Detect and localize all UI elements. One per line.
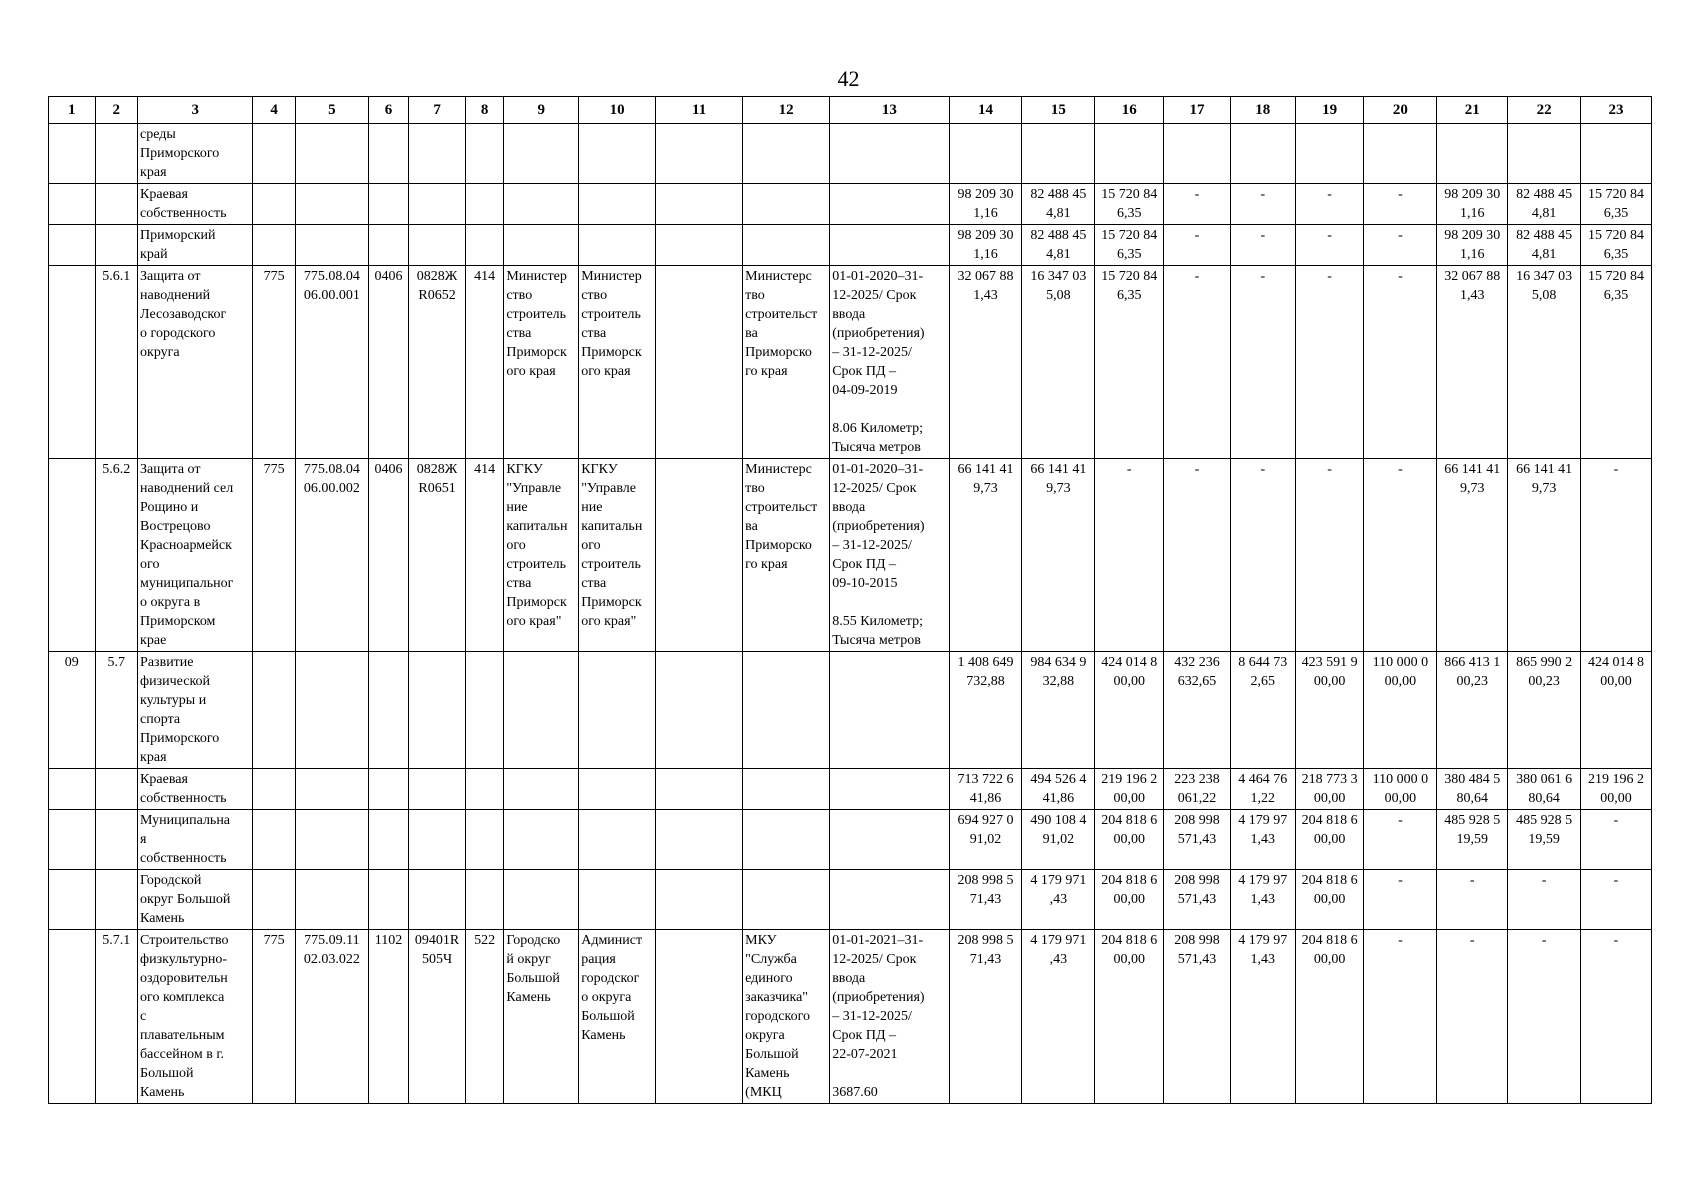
table-cell-col-5 [295, 810, 368, 870]
table-cell-col-14: 208 998 5 71,43 [949, 870, 1022, 930]
table-cell-col-5 [295, 225, 368, 266]
table-cell-col-19: 218 773 3 00,00 [1295, 769, 1364, 810]
table-cell-col-9: КГКУ "Управле ние капитальн ого строитель ства Приморск ого края" [504, 459, 579, 652]
table-cell-col-19: 204 818 6 00,00 [1295, 870, 1364, 930]
table-cell-col-13 [830, 225, 949, 266]
table-cell-col-10 [579, 225, 656, 266]
table-cell-col-2: 5.7 [95, 652, 138, 769]
table-cell-col-9 [504, 870, 579, 930]
table-cell-col-6 [368, 225, 408, 266]
table-cell-col-10 [579, 124, 656, 184]
table-cell-col-13 [830, 652, 949, 769]
table-cell-col-14: 208 998 5 71,43 [949, 930, 1022, 1104]
table-cell-col-14: 66 141 41 9,73 [949, 459, 1022, 652]
table-cell-col-8 [465, 124, 503, 184]
table-cell-col-14: 1 408 649 732,88 [949, 652, 1022, 769]
table-cell-col-6: 0406 [368, 459, 408, 652]
table-cell-col-16: 15 720 84 6,35 [1095, 225, 1164, 266]
table-cell-col-21: 98 209 30 1,16 [1437, 225, 1508, 266]
table-cell-col-6 [368, 184, 408, 225]
column-header-5: 5 [295, 97, 368, 124]
table-cell-col-19: 204 818 6 00,00 [1295, 930, 1364, 1104]
table-cell-col-4: 775 [253, 930, 296, 1104]
table-cell-col-21 [1437, 124, 1508, 184]
table-cell-col-3: Защита от наводнений Лесозаводског о городского округа [138, 266, 253, 459]
table-cell-col-2: 5.6.2 [95, 459, 138, 652]
table-cell-col-12 [743, 124, 830, 184]
table-cell-col-14: 98 209 30 1,16 [949, 184, 1022, 225]
table-cell-col-17: 432 236 632,65 [1164, 652, 1231, 769]
table-cell-col-17: - [1164, 459, 1231, 652]
table-cell-col-3: Муниципальна я собственность [138, 810, 253, 870]
table-cell-col-8 [465, 652, 503, 769]
table-cell-col-15: 82 488 45 4,81 [1022, 225, 1095, 266]
table-cell-col-19: 423 591 9 00,00 [1295, 652, 1364, 769]
table-cell-col-6: 0406 [368, 266, 408, 459]
table-row [49, 124, 1652, 184]
table-cell-col-22: - [1508, 870, 1581, 930]
table-cell-col-21: 66 141 41 9,73 [1437, 459, 1508, 652]
table-cell-col-6 [368, 124, 408, 184]
table-cell-col-11 [656, 870, 743, 930]
table-cell-col-19: 204 818 6 00,00 [1295, 810, 1364, 870]
table-cell-col-17: - [1164, 266, 1231, 459]
table-cell-col-10: Министер ство строитель ства Приморск ого края [579, 266, 656, 459]
column-header-1: 1 [49, 97, 96, 124]
table-cell-col-3: Развитие физической культуры и спорта Приморского края [138, 652, 253, 769]
table-cell-col-21: 866 413 1 00,23 [1437, 652, 1508, 769]
table-cell-col-21: - [1437, 930, 1508, 1104]
table-cell-col-4 [253, 769, 296, 810]
table-cell-col-22: - [1508, 930, 1581, 1104]
table-cell-col-4: 775 [253, 266, 296, 459]
table-cell-col-11 [656, 266, 743, 459]
table-cell-col-20: 110 000 0 00,00 [1364, 652, 1437, 769]
table-cell-col-16: 219 196 2 00,00 [1095, 769, 1164, 810]
table-cell-col-20: 110 000 0 00,00 [1364, 769, 1437, 810]
table-cell-col-15 [1022, 124, 1095, 184]
table-cell-col-3: Приморский край [138, 225, 253, 266]
table-cell-col-17: - [1164, 184, 1231, 225]
table-cell-col-7 [409, 810, 466, 870]
budget-table [48, 96, 1652, 1104]
table-cell-col-10: Админист рация городског о округа Большой Камень [579, 930, 656, 1104]
column-header-4: 4 [253, 97, 296, 124]
table-cell-col-22: 485 928 5 19,59 [1508, 810, 1581, 870]
table-cell-col-1 [49, 769, 96, 810]
table-cell-col-10 [579, 810, 656, 870]
table-cell-col-22: 865 990 2 00,23 [1508, 652, 1581, 769]
table-cell-col-16: 204 818 6 00,00 [1095, 810, 1164, 870]
table-cell-col-22: 82 488 45 4,81 [1508, 225, 1581, 266]
column-header-9: 9 [504, 97, 579, 124]
table-cell-col-22: 66 141 41 9,73 [1508, 459, 1581, 652]
table-cell-col-19: - [1295, 266, 1364, 459]
table-cell-col-8 [465, 184, 503, 225]
column-header-17: 17 [1164, 97, 1231, 124]
column-header-2: 2 [95, 97, 138, 124]
column-header-13: 13 [830, 97, 949, 124]
table-cell-col-2 [95, 870, 138, 930]
table-cell-col-8: 522 [465, 930, 503, 1104]
column-header-8: 8 [465, 97, 503, 124]
table-cell-col-5 [295, 652, 368, 769]
table-cell-col-7 [409, 870, 466, 930]
table-cell-col-7: 0828Ж R0651 [409, 459, 466, 652]
table-cell-col-17: 223 238 061,22 [1164, 769, 1231, 810]
table-cell-col-18: 4 179 97 1,43 [1230, 930, 1295, 1104]
table-cell-col-10 [579, 652, 656, 769]
table-cell-col-23: 15 720 84 6,35 [1581, 225, 1652, 266]
table-cell-col-21: 32 067 88 1,43 [1437, 266, 1508, 459]
table-cell-col-23: - [1581, 930, 1652, 1104]
table-cell-col-17 [1164, 124, 1231, 184]
column-header-6: 6 [368, 97, 408, 124]
table-cell-col-4 [253, 225, 296, 266]
table-row [49, 652, 1652, 769]
table-cell-col-4 [253, 124, 296, 184]
table-cell-col-4 [253, 810, 296, 870]
table-row [49, 225, 1652, 266]
table-cell-col-3: Строительство физкультурно- оздоровительн ого комплекса с плавательным бассейном в г. Большой Камень [138, 930, 253, 1104]
column-header-16: 16 [1095, 97, 1164, 124]
table-cell-col-2 [95, 810, 138, 870]
table-cell-col-20: - [1364, 266, 1437, 459]
table-cell-col-7 [409, 124, 466, 184]
column-header-18: 18 [1230, 97, 1295, 124]
table-body [49, 124, 1652, 1104]
column-header-12: 12 [743, 97, 830, 124]
table-cell-col-11 [656, 124, 743, 184]
table-cell-col-11 [656, 769, 743, 810]
table-cell-col-1 [49, 870, 96, 930]
table-cell-col-8: 414 [465, 266, 503, 459]
table-cell-col-23: 15 720 84 6,35 [1581, 184, 1652, 225]
table-cell-col-9: Министер ство строитель ства Приморск ого края [504, 266, 579, 459]
table-cell-col-15: 16 347 03 5,08 [1022, 266, 1095, 459]
table-cell-col-17: 208 998 571,43 [1164, 930, 1231, 1104]
table-cell-col-10 [579, 184, 656, 225]
table-cell-col-11 [656, 930, 743, 1104]
table-cell-col-10: КГКУ "Управле ние капитальн ого строитель ства Приморск ого края" [579, 459, 656, 652]
table-cell-col-6 [368, 652, 408, 769]
table-row [49, 810, 1652, 870]
table-cell-col-2 [95, 124, 138, 184]
table-cell-col-18 [1230, 124, 1295, 184]
table-cell-col-13: 01-01-2020–31- 12-2025/ Срок ввода (приобретения) – 31-12-2025/ Срок ПД – 09-10-2015 8.55 Километр; Тысяча метров [830, 459, 949, 652]
table-cell-col-7 [409, 184, 466, 225]
table-cell-col-3: Краевая собственность [138, 184, 253, 225]
header-row [49, 97, 1652, 124]
table-cell-col-7 [409, 652, 466, 769]
table-cell-col-14: 32 067 88 1,43 [949, 266, 1022, 459]
table-cell-col-4: 775 [253, 459, 296, 652]
column-header-23: 23 [1581, 97, 1652, 124]
table-row [49, 769, 1652, 810]
table-cell-col-1 [49, 124, 96, 184]
table-cell-col-23: - [1581, 459, 1652, 652]
table-cell-col-9: Городско й округ Большой Камень [504, 930, 579, 1104]
table-cell-col-9 [504, 124, 579, 184]
table-cell-col-21: 98 209 30 1,16 [1437, 184, 1508, 225]
column-header-14: 14 [949, 97, 1022, 124]
table-cell-col-9 [504, 184, 579, 225]
table-cell-col-18: 4 179 97 1,43 [1230, 810, 1295, 870]
table-cell-col-20: - [1364, 459, 1437, 652]
table-cell-col-10 [579, 870, 656, 930]
table-cell-col-22: 16 347 03 5,08 [1508, 266, 1581, 459]
table-cell-col-18: 4 179 97 1,43 [1230, 870, 1295, 930]
table-cell-col-16: 204 818 6 00,00 [1095, 930, 1164, 1104]
table-row [49, 870, 1652, 930]
table-cell-col-5 [295, 124, 368, 184]
table-cell-col-17: - [1164, 225, 1231, 266]
table-row [49, 459, 1652, 652]
table-cell-col-1 [49, 810, 96, 870]
table-cell-col-13 [830, 184, 949, 225]
table-cell-col-14: 694 927 0 91,02 [949, 810, 1022, 870]
table-cell-col-15: 4 179 971 ,43 [1022, 930, 1095, 1104]
table-cell-col-15: 4 179 971 ,43 [1022, 870, 1095, 930]
table-cell-col-8 [465, 225, 503, 266]
table-row [49, 930, 1652, 1104]
table-cell-col-22: 82 488 45 4,81 [1508, 184, 1581, 225]
table-cell-col-20: - [1364, 870, 1437, 930]
table-cell-col-20: - [1364, 930, 1437, 1104]
table-cell-col-5 [295, 870, 368, 930]
table-cell-col-19: - [1295, 225, 1364, 266]
table-cell-col-9 [504, 769, 579, 810]
table-cell-col-12 [743, 769, 830, 810]
table-cell-col-5: 775.09.11 02.03.022 [295, 930, 368, 1104]
table-cell-col-22 [1508, 124, 1581, 184]
table-cell-col-16: - [1095, 459, 1164, 652]
table-cell-col-10 [579, 769, 656, 810]
table-cell-col-18: - [1230, 266, 1295, 459]
table-cell-col-13 [830, 870, 949, 930]
table-cell-col-13: 01-01-2021–31- 12-2025/ Срок ввода (приобретения) – 31-12-2025/ Срок ПД – 22-07-2021 3687.60 [830, 930, 949, 1104]
table-cell-col-16: 15 720 84 6,35 [1095, 184, 1164, 225]
table-cell-col-19: - [1295, 459, 1364, 652]
table-cell-col-18: - [1230, 225, 1295, 266]
table-cell-col-9 [504, 652, 579, 769]
table-cell-col-21: - [1437, 870, 1508, 930]
table-cell-col-15: 984 634 9 32,88 [1022, 652, 1095, 769]
table-cell-col-17: 208 998 571,43 [1164, 870, 1231, 930]
table-cell-col-15: 66 141 41 9,73 [1022, 459, 1095, 652]
column-header-15: 15 [1022, 97, 1095, 124]
table-cell-col-8: 414 [465, 459, 503, 652]
table-cell-col-5: 775.08.04 06.00.002 [295, 459, 368, 652]
column-header-21: 21 [1437, 97, 1508, 124]
table-cell-col-18: 4 464 76 1,22 [1230, 769, 1295, 810]
table-cell-col-8 [465, 870, 503, 930]
table-cell-col-13 [830, 769, 949, 810]
table-cell-col-14: 713 722 6 41,86 [949, 769, 1022, 810]
table-cell-col-16 [1095, 124, 1164, 184]
table-cell-col-13: 01-01-2020–31- 12-2025/ Срок ввода (приобретения) – 31-12-2025/ Срок ПД – 04-09-2019 8.06 Километр; Тысяча метров [830, 266, 949, 459]
table-cell-col-23 [1581, 124, 1652, 184]
table-cell-col-2: 5.6.1 [95, 266, 138, 459]
column-header-10: 10 [579, 97, 656, 124]
table-cell-col-15: 490 108 4 91,02 [1022, 810, 1095, 870]
table-cell-col-13 [830, 124, 949, 184]
page-number: 42 [837, 66, 860, 91]
table-cell-col-23: - [1581, 810, 1652, 870]
table-cell-col-17: 208 998 571,43 [1164, 810, 1231, 870]
table-cell-col-16: 15 720 84 6,35 [1095, 266, 1164, 459]
table-cell-col-7 [409, 225, 466, 266]
table-cell-col-12 [743, 810, 830, 870]
table-cell-col-11 [656, 652, 743, 769]
table-cell-col-2: 5.7.1 [95, 930, 138, 1104]
table-cell-col-23: 219 196 2 00,00 [1581, 769, 1652, 810]
table-cell-col-12: Министерс тво строительст ва Приморско го края [743, 459, 830, 652]
table-cell-col-5: 775.08.04 06.00.001 [295, 266, 368, 459]
table-cell-col-14: 98 209 30 1,16 [949, 225, 1022, 266]
table-cell-col-6 [368, 870, 408, 930]
table-cell-col-4 [253, 652, 296, 769]
table-cell-col-1 [49, 266, 96, 459]
table-cell-col-13 [830, 810, 949, 870]
table-cell-col-11 [656, 225, 743, 266]
table-cell-col-12 [743, 184, 830, 225]
table-cell-col-19 [1295, 124, 1364, 184]
table-cell-col-19: - [1295, 184, 1364, 225]
table-cell-col-18: - [1230, 459, 1295, 652]
table-cell-col-16: 424 014 8 00,00 [1095, 652, 1164, 769]
table-cell-col-11 [656, 810, 743, 870]
table-cell-col-6 [368, 810, 408, 870]
table-cell-col-20: - [1364, 184, 1437, 225]
column-header-20: 20 [1364, 97, 1437, 124]
column-header-11: 11 [656, 97, 743, 124]
column-header-3: 3 [138, 97, 253, 124]
table-cell-col-7: 09401R 505Ч [409, 930, 466, 1104]
table-cell-col-8 [465, 810, 503, 870]
table-cell-col-1 [49, 184, 96, 225]
table-cell-col-3: среды Приморского края [138, 124, 253, 184]
table-cell-col-21: 485 928 5 19,59 [1437, 810, 1508, 870]
table-cell-col-9 [504, 810, 579, 870]
table-cell-col-18: - [1230, 184, 1295, 225]
table-row [49, 184, 1652, 225]
table-cell-col-1 [49, 930, 96, 1104]
table-cell-col-15: 494 526 4 41,86 [1022, 769, 1095, 810]
table-cell-col-20: - [1364, 810, 1437, 870]
table-cell-col-14 [949, 124, 1022, 184]
table-cell-col-23: 424 014 8 00,00 [1581, 652, 1652, 769]
table-cell-col-12: Министерс тво строительст ва Приморско го края [743, 266, 830, 459]
column-header-7: 7 [409, 97, 466, 124]
table-cell-col-22: 380 061 6 80,64 [1508, 769, 1581, 810]
table-cell-col-23: - [1581, 870, 1652, 930]
table-cell-col-1: 09 [49, 652, 96, 769]
table-cell-col-16: 204 818 6 00,00 [1095, 870, 1164, 930]
table-cell-col-3: Городской округ Большой Камень [138, 870, 253, 930]
table-cell-col-8 [465, 769, 503, 810]
table-cell-col-6: 1102 [368, 930, 408, 1104]
table-cell-col-12 [743, 652, 830, 769]
table-cell-col-7: 0828Ж R0652 [409, 266, 466, 459]
table-cell-col-11 [656, 459, 743, 652]
table-cell-col-11 [656, 184, 743, 225]
table-cell-col-1 [49, 225, 96, 266]
table-cell-col-18: 8 644 73 2,65 [1230, 652, 1295, 769]
table-cell-col-2 [95, 769, 138, 810]
table-cell-col-9 [504, 225, 579, 266]
table-cell-col-20 [1364, 124, 1437, 184]
table-cell-col-15: 82 488 45 4,81 [1022, 184, 1095, 225]
table-cell-col-12: МКУ "Служба единого заказчика" городского округа Большой Камень (МКЦ [743, 930, 830, 1104]
table-cell-col-2 [95, 184, 138, 225]
table-cell-col-21: 380 484 5 80,64 [1437, 769, 1508, 810]
table-cell-col-5 [295, 769, 368, 810]
table-row [49, 266, 1652, 459]
table-cell-col-12 [743, 870, 830, 930]
table-cell-col-4 [253, 184, 296, 225]
table-cell-col-20: - [1364, 225, 1437, 266]
table-cell-col-3: Краевая собственность [138, 769, 253, 810]
table-cell-col-6 [368, 769, 408, 810]
table-cell-col-5 [295, 184, 368, 225]
table-cell-col-23: 15 720 84 6,35 [1581, 266, 1652, 459]
table-cell-col-4 [253, 870, 296, 930]
column-header-19: 19 [1295, 97, 1364, 124]
table-cell-col-3: Защита от наводнений сел Рощино и Вострецово Красноармейск ого муниципальног о округа в Приморском крае [138, 459, 253, 652]
table-cell-col-12 [743, 225, 830, 266]
column-header-22: 22 [1508, 97, 1581, 124]
table-cell-col-1 [49, 459, 96, 652]
table-cell-col-2 [95, 225, 138, 266]
table-cell-col-7 [409, 769, 466, 810]
